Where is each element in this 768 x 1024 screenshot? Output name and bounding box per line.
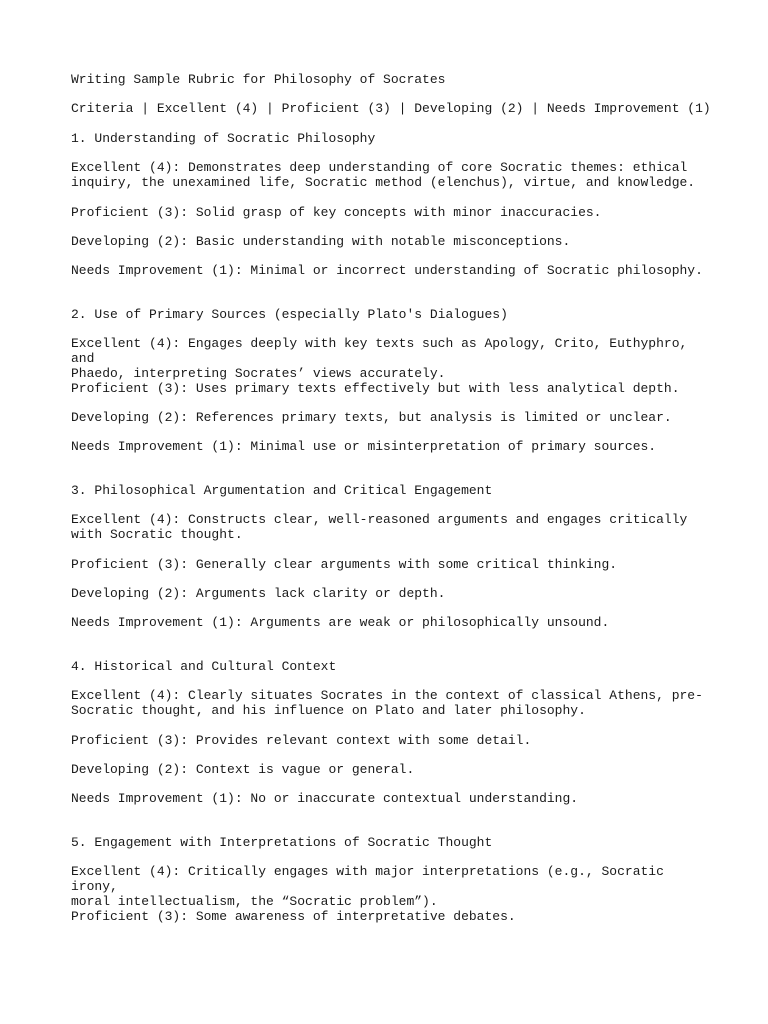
section-5-excellent: Excellent (4): Critically engages with major interpretations (e.g., Socratic irony, moral intellectualism, the “Socratic problem”).	[71, 864, 664, 909]
section-2-excellent: Excellent (4): Engages deeply with key texts such as Apology, Crito, Euthyphro, and Phaedo, interpreting Socrates’ views accurately.	[71, 336, 688, 381]
section-4-heading: 4. Historical and Cultural Context	[71, 659, 337, 674]
section-1-heading: 1. Understanding of Socratic Philosophy	[71, 131, 376, 146]
section-2-heading: 2. Use of Primary Sources (especially Plato's Dialogues)	[71, 307, 508, 322]
section-3-proficient: Proficient (3): Generally clear arguments with some critical thinking.	[71, 557, 618, 572]
rubric-header-row: Criteria | Excellent (4) | Proficient (3) | Developing (2) | Needs Improvement (1)	[71, 101, 711, 116]
section-5-heading: 5. Engagement with Interpretations of Socratic Thought	[71, 835, 493, 850]
section-4-needs-improvement: Needs Improvement (1): No or inaccurate contextual understanding.	[71, 791, 579, 806]
section-4-proficient: Proficient (3): Provides relevant context with some detail.	[71, 733, 532, 748]
section-4-developing: Developing (2): Context is vague or general.	[71, 762, 415, 777]
section-1-excellent: Excellent (4): Demonstrates deep understanding of core Socratic themes: ethical inquiry, the unexamined life, Socratic method (elenchus), virtue, and knowledge.	[71, 160, 696, 190]
section-1-developing: Developing (2): Basic understanding with notable misconceptions.	[71, 234, 571, 249]
section-3-developing: Developing (2): Arguments lack clarity or depth.	[71, 586, 446, 601]
section-1-needs-improvement: Needs Improvement (1): Minimal or incorrect understanding of Socratic philosophy.	[71, 263, 703, 278]
section-3-heading: 3. Philosophical Argumentation and Critical Engagement	[71, 483, 493, 498]
section-3-excellent: Excellent (4): Constructs clear, well-reasoned arguments and engages critically with Socratic thought.	[71, 512, 688, 542]
document-title: Writing Sample Rubric for Philosophy of Socrates	[71, 72, 446, 87]
section-2-needs-improvement: Needs Improvement (1): Minimal use or misinterpretation of primary sources.	[71, 439, 657, 454]
section-2-developing: Developing (2): References primary texts, but analysis is limited or unclear.	[71, 410, 672, 425]
section-4-excellent: Excellent (4): Clearly situates Socrates in the context of classical Athens, pre- Socratic thought, and his influence on Plato and later philosophy.	[71, 688, 703, 718]
section-2-proficient: Proficient (3): Uses primary texts effectively but with less analytical depth.	[71, 381, 680, 396]
section-3-needs-improvement: Needs Improvement (1): Arguments are weak or philosophically unsound.	[71, 615, 610, 630]
section-1-proficient: Proficient (3): Solid grasp of key concepts with minor inaccuracies.	[71, 205, 602, 220]
section-5-proficient: Proficient (3): Some awareness of interpretative debates.	[71, 909, 516, 924]
